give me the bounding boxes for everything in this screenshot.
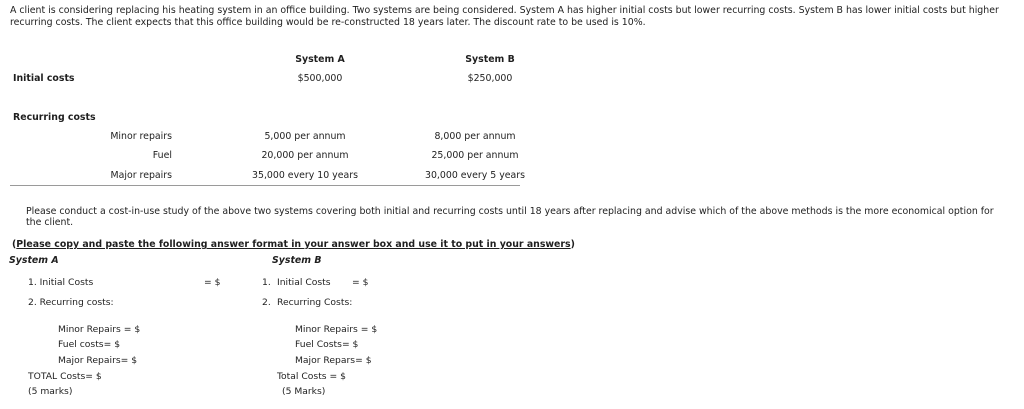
format-b-marks: (5 Marks)	[282, 386, 326, 397]
format-a-total: TOTAL Costs= $	[28, 371, 102, 382]
format-b-initial-num: 1.	[262, 277, 271, 288]
major-repairs-a: 35,000 every 10 years	[252, 170, 358, 181]
major-repairs-b: 30,000 every 5 years	[425, 170, 525, 181]
initial-cost-b: $250,000	[467, 73, 513, 84]
format-b-fuel: Fuel Costs= $	[295, 339, 359, 350]
format-a-initial-eq: = $	[204, 277, 221, 288]
format-b-initial-eq: = $	[352, 277, 369, 288]
minor-repairs-b: 8,000 per annum	[434, 131, 516, 142]
format-system-b-heading: System B	[272, 255, 322, 266]
problem-statement: A client is considering replacing his heating system in an office building. Two systems are being considered. System A has higher initial costs but lower recurring costs. System B has lower initial costs but higher recurring costs. The client expects that this office building would be re-constructed 18 years later. The discount rate to be used is 10%.	[10, 5, 999, 28]
instruction-close-paren: )	[570, 239, 575, 250]
format-b-recurring: Recurring Costs:	[277, 297, 353, 308]
system-b-header: System B	[465, 54, 515, 65]
format-b-initial: Initial Costs	[277, 277, 331, 288]
minor-repairs-a: 5,000 per annum	[264, 131, 346, 142]
format-a-fuel: Fuel costs= $	[58, 339, 121, 350]
format-b-major: Major Repars= $	[295, 355, 372, 366]
format-a-recurring: 2. Recurring costs:	[28, 297, 114, 308]
instruction-text: Please copy and paste the following answer format in your answer box and use it to put in your answers	[16, 239, 571, 250]
format-b-total: Total Costs = $	[277, 371, 346, 382]
initial-costs-label: Initial costs	[13, 73, 75, 84]
recurring-costs-label: Recurring costs	[13, 112, 96, 123]
initial-cost-a: $500,000	[297, 73, 343, 84]
fuel-b: 25,000 per annum	[431, 150, 519, 161]
format-b-minor: Minor Repairs = $	[295, 324, 378, 335]
question-text: Please conduct a cost-in-use study of the above two systems covering both initial and recurring costs until 18 years after replacing and advise which of the above methods is the more economical option for the client.	[26, 206, 994, 228]
row-label-fuel: Fuel	[152, 150, 172, 161]
format-a-marks: (5 marks)	[28, 386, 73, 397]
format-b-recurring-num: 2.	[262, 297, 271, 308]
system-a-header: System A	[295, 54, 345, 65]
answer-instruction	[12, 239, 575, 250]
format-a-major: Major Repairs= $	[58, 355, 138, 366]
fuel-a: 20,000 per annum	[261, 150, 349, 161]
instruction-open-paren: (	[12, 239, 17, 250]
row-label-minor-repairs: Minor repairs	[110, 131, 172, 142]
row-label-major-repairs: Major repairs	[110, 170, 172, 181]
format-system-a-heading: System A	[9, 255, 59, 266]
format-a-initial: 1. Initial Costs	[28, 277, 94, 288]
table-divider	[10, 185, 520, 186]
format-a-minor: Minor Repairs = $	[58, 324, 141, 335]
